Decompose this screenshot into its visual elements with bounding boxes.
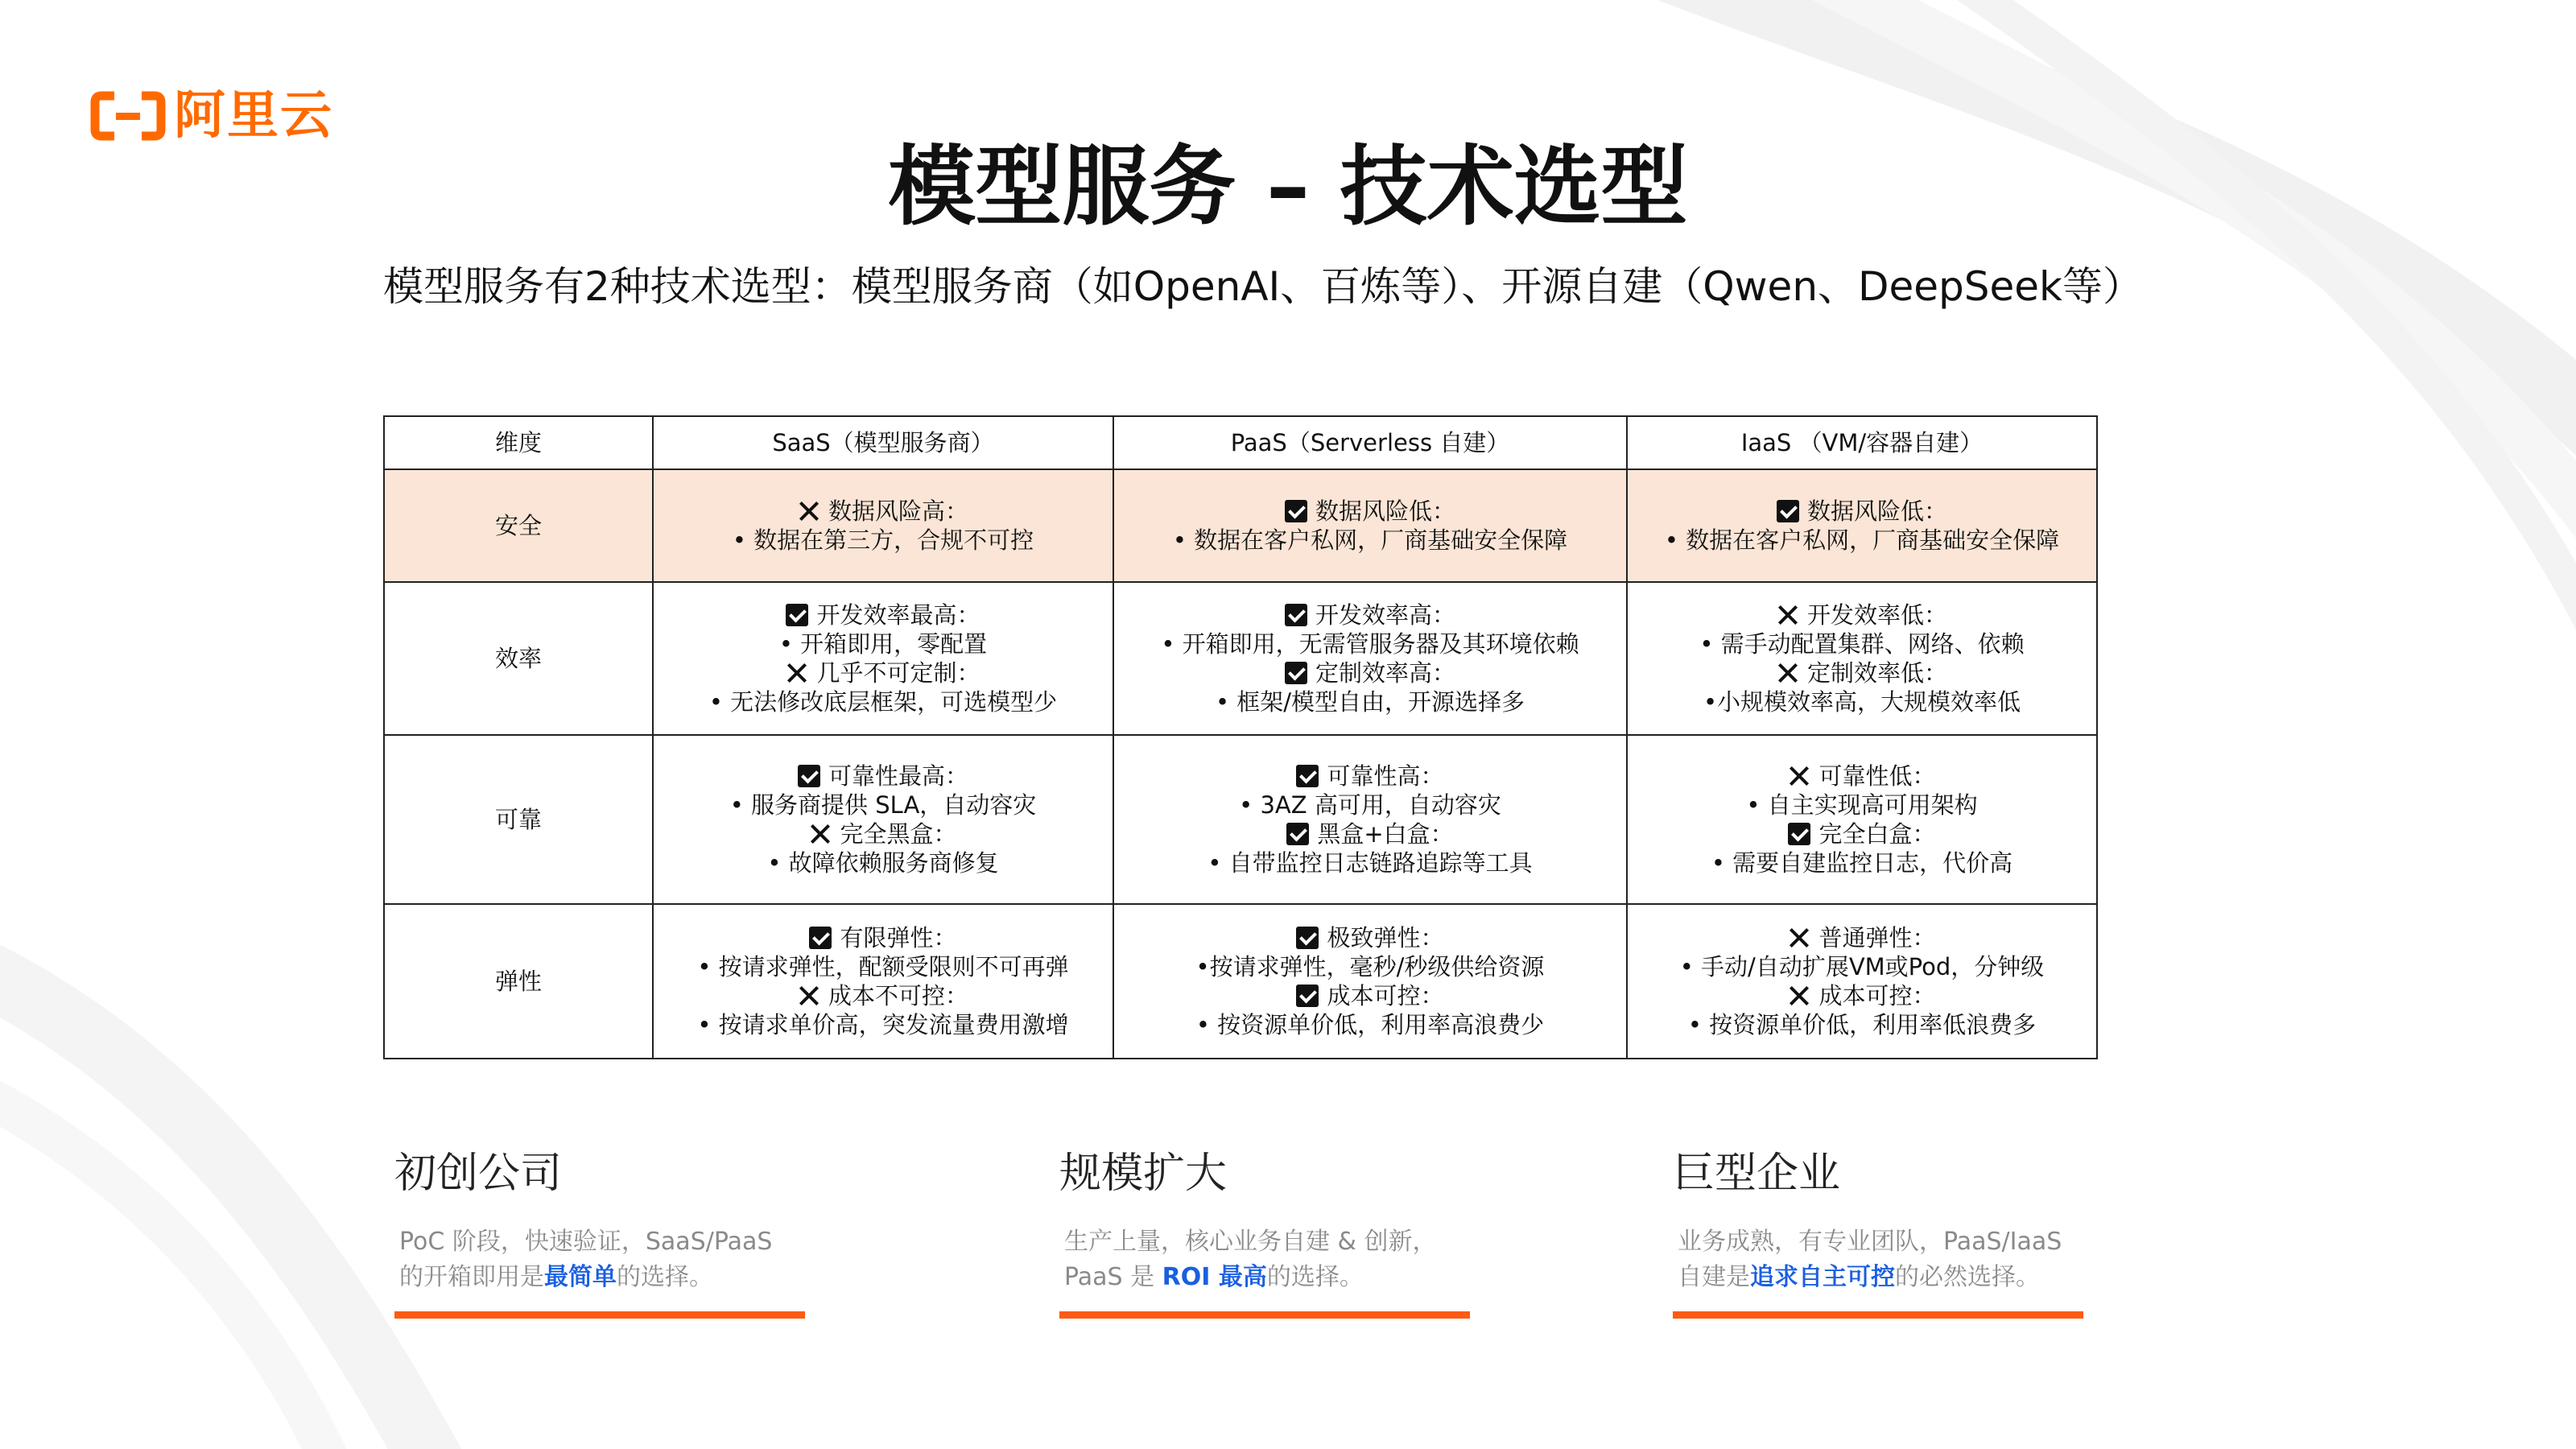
- card-underline: [1673, 1311, 2083, 1319]
- cell-heading: [1629, 923, 2095, 952]
- cell-text: 数据风险高：: [828, 497, 968, 525]
- cell-heading: [1115, 497, 1625, 526]
- cell-bullet: [1629, 687, 2095, 716]
- saas-cell: [653, 469, 1113, 582]
- cell-text: • 数据在客户私网，厂商基础安全保障: [1172, 526, 1568, 554]
- cell-text: 可靠性最高：: [828, 762, 968, 790]
- card-scaling: [1059, 1151, 1470, 1319]
- cell-heading: [1115, 762, 1625, 791]
- cell-text: 完全白盒：: [1818, 820, 1936, 848]
- cross-icon: [798, 985, 820, 1007]
- card-description: [394, 1224, 805, 1295]
- cell-text: • 需手动配置集群、网络、依赖: [1699, 630, 2025, 658]
- cell-text: 开发效率高：: [1315, 601, 1455, 629]
- cell-text: 开发效率最高：: [816, 601, 980, 629]
- cell-heading: [654, 762, 1112, 791]
- cell-heading: [1629, 981, 2095, 1010]
- checkbox-checked-icon: [1296, 927, 1319, 949]
- cell-bullet: [1115, 848, 1625, 877]
- cell-text: • 服务商提供 SLA，自动容灾: [729, 791, 1037, 819]
- checkbox-checked-icon: [1285, 500, 1307, 522]
- table-row: [384, 582, 2097, 735]
- cell-text: 数据风险低：: [1806, 497, 1947, 525]
- cell-heading: [1629, 497, 2095, 526]
- card-desc-post: 的必然选择。: [1895, 1263, 2040, 1292]
- cell-bullet: [1115, 791, 1625, 819]
- cell-text: • 故障依赖服务商修复: [767, 849, 999, 877]
- table-row: [384, 735, 2097, 904]
- card-enterprise: [1673, 1151, 2083, 1319]
- table-row: [384, 904, 2097, 1059]
- cell-text: 可靠性低：: [1818, 762, 1936, 790]
- cell-bullet: [1115, 952, 1625, 981]
- cross-icon: [1788, 985, 1810, 1007]
- card-description: [1673, 1224, 2083, 1295]
- cell-bullet: [1629, 791, 2095, 819]
- cross-icon: [1777, 662, 1799, 684]
- cell-text: 数据风险低：: [1315, 497, 1455, 525]
- cell-heading: [1115, 981, 1625, 1010]
- cell-text: •按请求弹性，毫秒/秒级供给资源: [1195, 953, 1545, 980]
- cell-heading: [1629, 819, 2095, 848]
- card-desc-line1: PoC 阶段，快速验证，SaaS/PaaS: [399, 1228, 773, 1257]
- table-row: [384, 469, 2097, 582]
- cell-bullet: [654, 1010, 1112, 1039]
- cell-text: 成本可控：: [1327, 982, 1444, 1009]
- dimension-cell: 弹性: [384, 904, 653, 1059]
- cell-heading: [1115, 658, 1625, 687]
- card-desc-pre: PaaS 是: [1064, 1263, 1162, 1292]
- cell-text: • 数据在第三方，合规不可控: [732, 526, 1034, 554]
- comparison-table: [383, 415, 2098, 1059]
- cell-text: • 需要自建监控日志，代价高: [1711, 849, 2013, 877]
- iaas-cell: [1627, 469, 2097, 582]
- cell-heading: [1115, 923, 1625, 952]
- card-underline: [394, 1311, 805, 1319]
- checkbox-checked-icon: [1285, 662, 1307, 684]
- checkbox-checked-icon: [1296, 985, 1319, 1007]
- paas-cell: [1113, 469, 1627, 582]
- paas-cell: [1113, 582, 1627, 735]
- cell-heading: [654, 601, 1112, 630]
- paas-cell: [1113, 735, 1627, 904]
- cell-text: • 开箱即用，零配置: [778, 630, 988, 658]
- cell-bullet: [654, 848, 1112, 877]
- cell-text: • 按资源单价低，利用率低浪费多: [1687, 1011, 2037, 1038]
- cross-icon: [786, 662, 808, 684]
- header-paas: PaaS（Serverless 自建）: [1113, 416, 1627, 469]
- cell-text: 有限弹性：: [840, 924, 957, 952]
- dimension-cell: 可靠: [384, 735, 653, 904]
- cross-icon: [1777, 604, 1799, 626]
- cell-text: 定制效率低：: [1806, 659, 1947, 687]
- cell-heading: [1115, 819, 1625, 848]
- cell-heading: [1629, 658, 2095, 687]
- page-subtitle: 模型服务有2种技术选型：模型服务商（如OpenAI、百炼等）、开源自建（Qwen、DeepSeek等）: [383, 263, 2143, 310]
- cell-text: • 自主实现高可用架构: [1746, 791, 1978, 819]
- cell-text: 几乎不可定制：: [816, 659, 980, 687]
- cell-text: • 手动/自动扩展VM或Pod，分钟级: [1679, 953, 2045, 980]
- cross-icon: [809, 823, 832, 845]
- cell-bullet: [1115, 630, 1625, 658]
- cell-text: • 按请求弹性，配额受限则不可再弹: [697, 953, 1069, 980]
- cell-heading: [1629, 762, 2095, 791]
- dimension-cell: 效率: [384, 582, 653, 735]
- card-desc-line1: 业务成熟，有专业团队，PaaS/IaaS: [1678, 1228, 2062, 1257]
- card-title: 规模扩大: [1059, 1150, 1228, 1198]
- saas-cell: [653, 582, 1113, 735]
- cell-text: • 自带监控日志链路追踪等工具: [1208, 849, 1533, 877]
- cell-bullet: [1629, 526, 2095, 555]
- cell-heading: [654, 497, 1112, 526]
- checkbox-checked-icon: [1296, 765, 1319, 787]
- dimension-cell: 安全: [384, 469, 653, 582]
- saas-cell: [653, 904, 1113, 1059]
- cell-text: •小规模效率高，大规模效率低: [1703, 688, 2021, 716]
- cell-heading: [1629, 601, 2095, 630]
- card-title: 初创公司: [394, 1150, 563, 1198]
- cell-bullet: [654, 526, 1112, 555]
- cell-text: 定制效率高：: [1315, 659, 1455, 687]
- saas-cell: [653, 735, 1113, 904]
- cell-text: • 按资源单价低，利用率高浪费少: [1195, 1011, 1545, 1038]
- brand-logo: [90, 86, 333, 146]
- brand-name: 阿里云: [174, 86, 333, 146]
- cell-bullet: [654, 687, 1112, 716]
- iaas-cell: [1627, 582, 2097, 735]
- header-dimension: 维度: [384, 416, 653, 469]
- card-startup: [394, 1151, 805, 1319]
- cell-heading: [654, 819, 1112, 848]
- cell-text: 成本可控：: [1818, 982, 1936, 1009]
- checkbox-checked-icon: [809, 927, 832, 949]
- iaas-cell: [1627, 735, 2097, 904]
- card-desc-line1: 生产上量，核心业务自建 & 创新，: [1064, 1228, 1437, 1257]
- cell-text: 成本不可控：: [828, 982, 968, 1009]
- cell-heading: [1115, 601, 1625, 630]
- card-desc-post: 的选择。: [617, 1263, 713, 1292]
- cell-bullet: [654, 791, 1112, 819]
- card-underline: [1059, 1311, 1470, 1319]
- paas-cell: [1113, 904, 1627, 1059]
- cell-bullet: [1115, 687, 1625, 716]
- cross-icon: [1788, 765, 1810, 787]
- checkbox-checked-icon: [786, 604, 808, 626]
- header-saas: SaaS（模型服务商）: [653, 416, 1113, 469]
- card-desc-post: 的选择。: [1266, 1263, 1364, 1292]
- cell-text: • 按请求单价高，突发流量费用激增: [697, 1011, 1069, 1038]
- checkbox-checked-icon: [798, 765, 820, 787]
- cell-bullet: [1629, 952, 2095, 981]
- cell-text: 开发效率低：: [1806, 601, 1947, 629]
- cell-text: 普通弹性：: [1818, 924, 1936, 952]
- card-desc-pre: 的开箱即用是: [399, 1263, 544, 1292]
- card-description: [1059, 1224, 1470, 1295]
- cell-text: • 3AZ 高可用，自动容灾: [1239, 791, 1501, 819]
- card-desc-highlight: ROI 最高: [1162, 1263, 1267, 1292]
- cell-bullet: [654, 630, 1112, 658]
- cell-bullet: [1629, 630, 2095, 658]
- cell-text: • 框架/模型自由，开源选择多: [1215, 688, 1525, 716]
- header-iaas: IaaS （VM/容器自建）: [1627, 416, 2097, 469]
- cell-heading: [654, 923, 1112, 952]
- card-desc-highlight: 追求自主可控: [1750, 1263, 1895, 1292]
- cell-bullet: [1115, 526, 1625, 555]
- cell-bullet: [654, 952, 1112, 981]
- aliyun-logo-icon: [90, 91, 166, 141]
- cell-bullet: [1115, 1010, 1625, 1039]
- cell-text: • 开箱即用，无需管服务器及其环境依赖: [1161, 630, 1579, 658]
- card-title: 巨型企业: [1673, 1150, 1841, 1198]
- cell-heading: [654, 981, 1112, 1010]
- card-desc-highlight: 最简单: [544, 1263, 617, 1292]
- cell-bullet: [1629, 848, 2095, 877]
- cell-text: • 无法修改底层框架，可选模型少: [708, 688, 1058, 716]
- checkbox-checked-icon: [1777, 500, 1799, 522]
- cell-heading: [654, 658, 1112, 687]
- page-title: 模型服务 – 技术选型: [888, 137, 1688, 237]
- card-desc-pre: 自建是: [1678, 1263, 1750, 1292]
- cell-text: 极致弹性：: [1327, 924, 1444, 952]
- iaas-cell: [1627, 904, 2097, 1059]
- cell-text: • 数据在客户私网，厂商基础安全保障: [1664, 526, 2060, 554]
- cross-icon: [1788, 927, 1810, 949]
- checkbox-checked-icon: [1285, 604, 1307, 626]
- cell-text: 黑盒+白盒：: [1317, 820, 1454, 848]
- cell-text: 完全黑盒：: [840, 820, 957, 848]
- table-header-row: [384, 416, 2097, 469]
- checkbox-checked-icon: [1788, 823, 1810, 845]
- cell-text: 可靠性高：: [1327, 762, 1444, 790]
- checkbox-checked-icon: [1286, 823, 1309, 845]
- cell-bullet: [1629, 1010, 2095, 1039]
- cross-icon: [798, 500, 820, 522]
